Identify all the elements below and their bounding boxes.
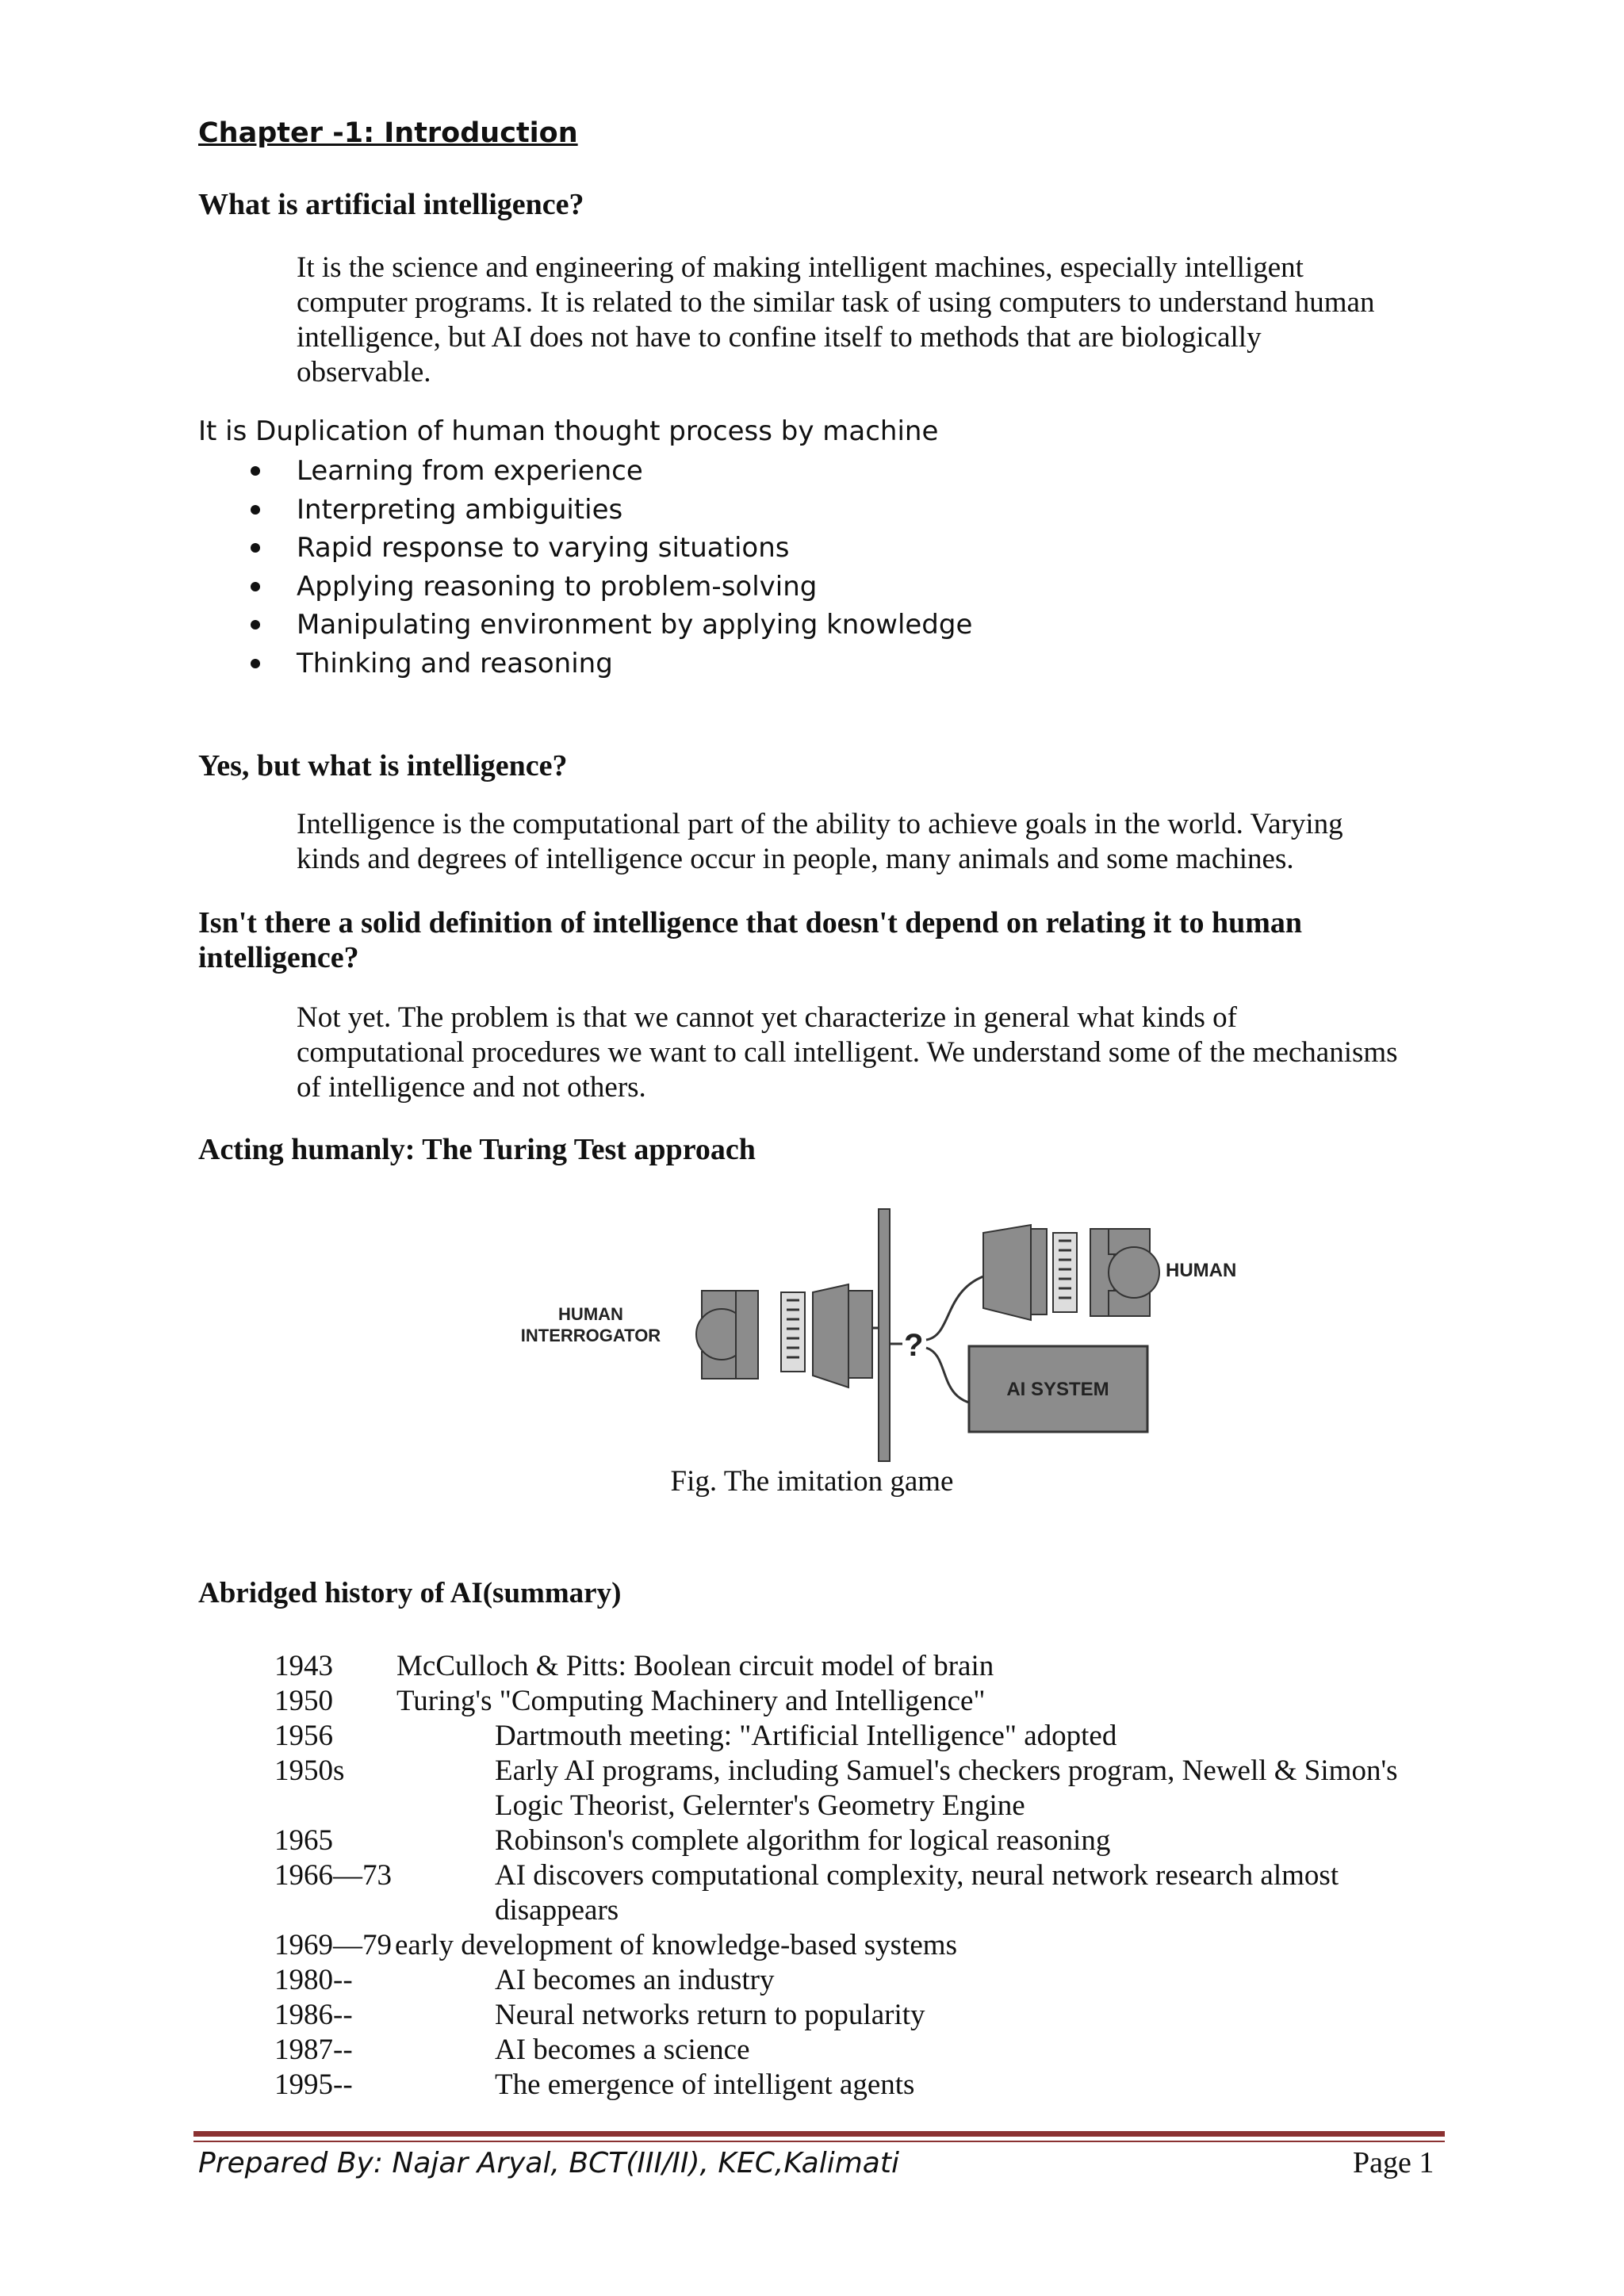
history-year: 1969—79 xyxy=(274,1929,392,1961)
heading-history: Abridged history of AI(summary) xyxy=(198,1577,622,1609)
text-line: computational procedures we want to call intelligent. We understand some of the mechanisms xyxy=(297,1036,1398,1069)
bullet-icon xyxy=(251,659,260,668)
history-row xyxy=(274,1928,1464,1963)
history-event: The emergence of intelligent agents xyxy=(495,2068,915,2101)
history-year: 1943 xyxy=(274,1650,333,1682)
label-interrogator-2: INTERROGATOR xyxy=(520,1326,661,1345)
history-event-line: AI discovers computational complexity, neural network research almost xyxy=(495,1859,1339,1892)
text-line: intelligence, but AI does not have to confine itself to methods that are biologically xyxy=(297,321,1262,354)
history-year: 1980-- xyxy=(274,1964,353,1996)
history-row xyxy=(274,1858,1464,1928)
history-row xyxy=(274,1998,1464,2033)
paragraph-intelligence xyxy=(297,807,1446,877)
history-year: 1956 xyxy=(274,1720,333,1752)
history-event-line: Logic Theorist, Gelernter's Geometry Engine xyxy=(495,1789,1025,1822)
list-item xyxy=(198,491,972,530)
text-line: observable. xyxy=(297,356,431,388)
text-line: of intelligence and not others. xyxy=(297,1071,646,1104)
chapter-title: Chapter -1: Introduction xyxy=(198,117,578,149)
history-row xyxy=(274,1963,1464,1998)
question-mark: ? xyxy=(904,1328,924,1363)
bullet-icon xyxy=(251,582,260,591)
figure-caption: Fig. The imitation game xyxy=(670,1465,954,1498)
heading-what-is-intelligence: Yes, but what is intelligence? xyxy=(198,749,568,783)
text-line: kinds and degrees of intelligence occur in people, many animals and some machines. xyxy=(297,843,1294,875)
history-year: 1950 xyxy=(274,1685,333,1717)
label-ai-system: AI SYSTEM xyxy=(1006,1379,1109,1400)
history-event: early development of knowledge-based systems xyxy=(395,1929,957,1961)
bullet-list xyxy=(198,452,972,683)
list-item-text: Manipulating environment by applying knowledge xyxy=(297,609,973,641)
text-line: Not yet. The problem is that we cannot yet characterize in general what kinds of xyxy=(297,1001,1237,1034)
history-row xyxy=(274,1754,1464,1823)
wire-to-human xyxy=(926,1276,983,1340)
footer-rule xyxy=(193,2131,1445,2137)
history-year: 1995-- xyxy=(274,2068,353,2101)
history-event xyxy=(495,1858,1431,1928)
list-item xyxy=(198,645,972,683)
history-year: 1965 xyxy=(274,1824,333,1857)
history-row xyxy=(274,1649,1464,1684)
history-row xyxy=(274,1684,1464,1719)
history-event-line: disappears xyxy=(495,1894,619,1927)
history-event: Turing's "Computing Machinery and Intelligence" xyxy=(396,1685,986,1717)
bullet-icon xyxy=(251,543,260,553)
history-event: Robinson's complete algorithm for logical reasoning xyxy=(495,1824,1111,1857)
list-item xyxy=(198,606,972,645)
history-event-line: Early AI programs, including Samuel's checkers program, Newell & Simon's xyxy=(495,1755,1398,1787)
history-row xyxy=(274,2068,1464,2103)
history-event: AI becomes an industry xyxy=(495,1964,775,1996)
label-interrogator-1: HUMAN xyxy=(558,1304,623,1324)
bullet-icon xyxy=(251,466,260,476)
history-event: Neural networks return to popularity xyxy=(495,1999,925,2031)
paragraph-not-yet xyxy=(297,1001,1446,1105)
interrogator-person-icon xyxy=(696,1291,758,1379)
text-line: It is the science and engineering of making intelligent machines, especially intelligent xyxy=(297,251,1304,284)
history-row xyxy=(274,2033,1464,2068)
footer-author: Prepared By: Najar Aryal, BCT(III/II), KEC,Kalimati xyxy=(198,2147,899,2179)
history-year: 1950s xyxy=(274,1755,345,1787)
history-year: 1987-- xyxy=(274,2034,353,2066)
history-event: McCulloch & Pitts: Boolean circuit model of brain xyxy=(396,1650,994,1682)
history-year: 1966—73 xyxy=(274,1859,392,1892)
list-item xyxy=(198,529,972,568)
heading-turing-test: Acting humanly: The Turing Test approach xyxy=(198,1133,756,1166)
heading-line: intelligence? xyxy=(198,941,359,974)
heading-line: Isn't there a solid definition of intelligence that doesn't depend on relating it to human xyxy=(198,906,1303,939)
history-row xyxy=(274,1719,1464,1754)
list-item-text: Applying reasoning to problem-solving xyxy=(297,570,818,603)
text-line: computer programs. It is related to the similar task of using computers to understand human xyxy=(297,286,1375,319)
heading-what-is-ai: What is artificial intelligence? xyxy=(198,188,584,221)
paragraph-ai-definition xyxy=(297,251,1446,390)
history-year: 1986-- xyxy=(274,1999,353,2031)
history-row xyxy=(274,1823,1464,1858)
page-number: Page 1 xyxy=(1353,2146,1434,2179)
list-item xyxy=(198,568,972,607)
footer-rule-thin xyxy=(193,2141,1445,2142)
history-event: AI becomes a science xyxy=(495,2034,750,2066)
list-item-text: Rapid response to varying situations xyxy=(297,532,790,564)
heading-solid-definition xyxy=(198,905,1467,975)
list-item-text: Interpreting ambiguities xyxy=(297,493,623,526)
human-person-icon xyxy=(1090,1229,1159,1316)
list-item xyxy=(198,452,972,491)
label-human: HUMAN xyxy=(1166,1260,1237,1281)
bullet-icon xyxy=(251,505,260,515)
imitation-game-figure xyxy=(476,1197,1277,1475)
interrogator-terminal-icon xyxy=(781,1284,879,1387)
history-event xyxy=(495,1754,1431,1823)
bullet-icon xyxy=(251,620,260,629)
wall-divider xyxy=(879,1209,890,1461)
history-event: Dartmouth meeting: "Artificial Intelligence" adopted xyxy=(495,1720,1117,1752)
list-item-text: Learning from experience xyxy=(297,455,643,487)
text-line: Intelligence is the computational part of the ability to achieve goals in the world. Varying xyxy=(297,808,1343,840)
duplication-lead: It is Duplication of human thought process by machine xyxy=(198,415,939,447)
list-item-text: Thinking and reasoning xyxy=(297,647,613,679)
human-terminal-icon xyxy=(983,1225,1077,1320)
